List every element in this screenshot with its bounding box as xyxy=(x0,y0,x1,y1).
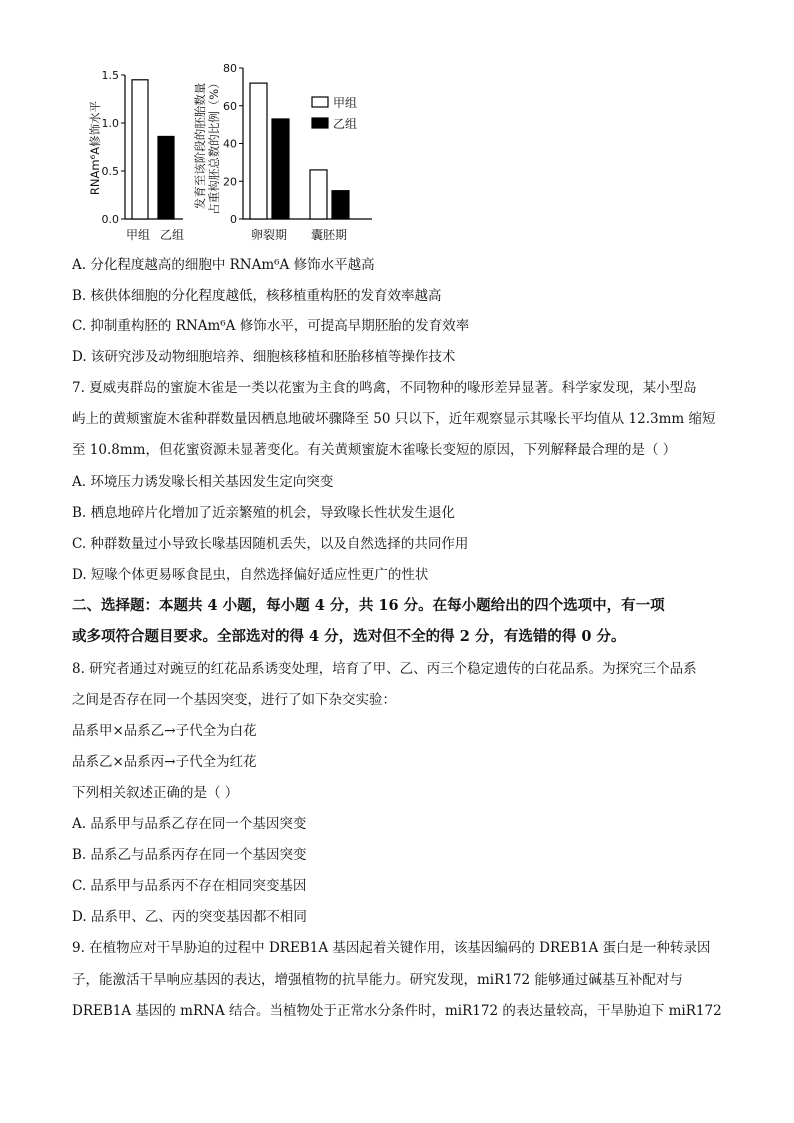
y-tick-label: 80 xyxy=(223,62,237,75)
legend-label: 乙组 xyxy=(333,117,358,131)
option-d: D. 品系甲、乙、丙的突变基因都不相同 xyxy=(72,909,307,925)
legend-swatch xyxy=(312,118,328,128)
question-9-line-1: 9. 在植物应对干旱胁迫的过程中 DREB1A 基因起着关键作用，该基因编码的 DREB1A 蛋白是一种转录因 xyxy=(72,940,711,956)
question-9-line-2: 子，能激活干旱响应基因的表达，增强植物的抗旱能力。研究发现，miR172 能够通过碱基互补配对与 xyxy=(72,972,683,988)
y-tick-label: 0 xyxy=(230,213,237,226)
x-tick-label: 卵裂期 xyxy=(250,228,288,242)
figure-charts xyxy=(80,58,400,248)
question-7-line-3: 至 10.8mm，但花蜜资源未显著变化。有关黄颊蜜旋木雀喙长变短的原因，下列解释最合理的是（ ） xyxy=(72,442,677,458)
cross-2: 品系乙×品系丙→子代全为红花 xyxy=(72,754,257,770)
option-c: C. 品系甲与品系丙不存在相同突变基因 xyxy=(72,878,307,894)
bar xyxy=(332,191,349,219)
x-tick-label: 甲组 xyxy=(125,228,151,242)
y-axis-label: RNAm⁶A修饰水平 xyxy=(88,100,102,196)
question-7-line-1: 7. 夏威夷群岛的蜜旋木雀是一类以花蜜为主食的鸣禽，不同物种的喙形差异显著。科学家发现，某小型岛 xyxy=(72,380,697,396)
chart-embryo-development xyxy=(193,62,372,242)
x-tick-label: 囊胚期 xyxy=(310,228,348,242)
bar xyxy=(310,170,327,219)
option-a: A. 环境压力诱发喙长相关基因发生定向突变 xyxy=(72,474,334,490)
y-tick-label: 20 xyxy=(223,175,237,189)
bar xyxy=(250,83,267,219)
bar xyxy=(272,119,289,219)
y-tick-label: 0.0 xyxy=(101,213,119,226)
bar xyxy=(158,136,174,219)
option-b: B. 核供体细胞的分化程度越低，核移植重构胚的发育效率越高 xyxy=(72,288,442,304)
chart-m6a-level xyxy=(88,69,184,242)
option-d: D. 短喙个体更易啄食昆虫，自然选择偏好适应性更广的性状 xyxy=(72,567,429,583)
y-tick-label: 1.5 xyxy=(101,69,119,82)
y-tick-label: 0.5 xyxy=(101,165,119,178)
x-tick-label: 乙组 xyxy=(159,228,185,242)
question-8-line-2: 之间是否存在同一个基因突变，进行了如下杂交实验： xyxy=(72,692,396,708)
y-tick-label: 1.0 xyxy=(101,117,119,130)
question-8-prompt: 下列相关叙述正确的是（ ） xyxy=(72,785,239,801)
y-tick-label: 60 xyxy=(223,99,237,113)
option-b: B. 栖息地碎片化增加了近亲繁殖的机会，导致喙长性状发生退化 xyxy=(72,505,456,521)
question-9-line-3: DREB1A 基因的 mRNA 结合。当植物处于正常水分条件时，miR172 的表达量较高，干旱胁迫下 miR172 xyxy=(72,1003,722,1019)
option-c: C. 种群数量过小导致长喙基因随机丢失，以及自然选择的共同作用 xyxy=(72,536,469,552)
option-c: C. 抑制重构胚的 RNAm⁶A 修饰水平，可提高早期胚胎的发育效率 xyxy=(72,318,470,334)
option-a: A. 分化程度越高的细胞中 RNAm⁶A 修饰水平越高 xyxy=(72,257,375,273)
y-tick-label: 40 xyxy=(223,137,237,151)
section-heading-line-2: 或多项符合题目要求。全部选对的得 4 分，选对但不全的得 2 分，有选错的得 0 分。 xyxy=(72,628,626,645)
legend-label: 甲组 xyxy=(333,96,358,110)
option-d: D. 该研究涉及动物细胞培养、细胞核移植和胚胎移植等操作技术 xyxy=(72,349,456,365)
bar xyxy=(132,80,148,219)
y-axis-label: 占重构胚总数的比例（%） xyxy=(207,77,221,215)
question-7-line-2: 屿上的黄颊蜜旋木雀种群数量因栖息地破坏骤降至 50 只以下，近年观察显示其喙长平均值从 12.3mm 缩短 xyxy=(72,411,716,427)
section-heading-line-1: 二、选择题：本题共 4 小题，每小题 4 分，共 16 分。在每小题给出的四个选项中，有一项 xyxy=(72,597,665,614)
option-b: B. 品系乙与品系丙存在同一个基因突变 xyxy=(72,847,307,863)
cross-1: 品系甲×品系乙→子代全为白花 xyxy=(72,723,257,739)
option-a: A. 品系甲与品系乙存在同一个基因突变 xyxy=(72,816,307,832)
legend-swatch xyxy=(312,97,328,107)
y-axis-label: 发育至该阶段的胚胎数量 xyxy=(193,82,207,210)
question-8-line-1: 8. 研究者通过对豌豆的红花品系诱变处理，培育了甲、乙、丙三个稳定遗传的白花品系。为探究三个品系 xyxy=(72,661,697,677)
